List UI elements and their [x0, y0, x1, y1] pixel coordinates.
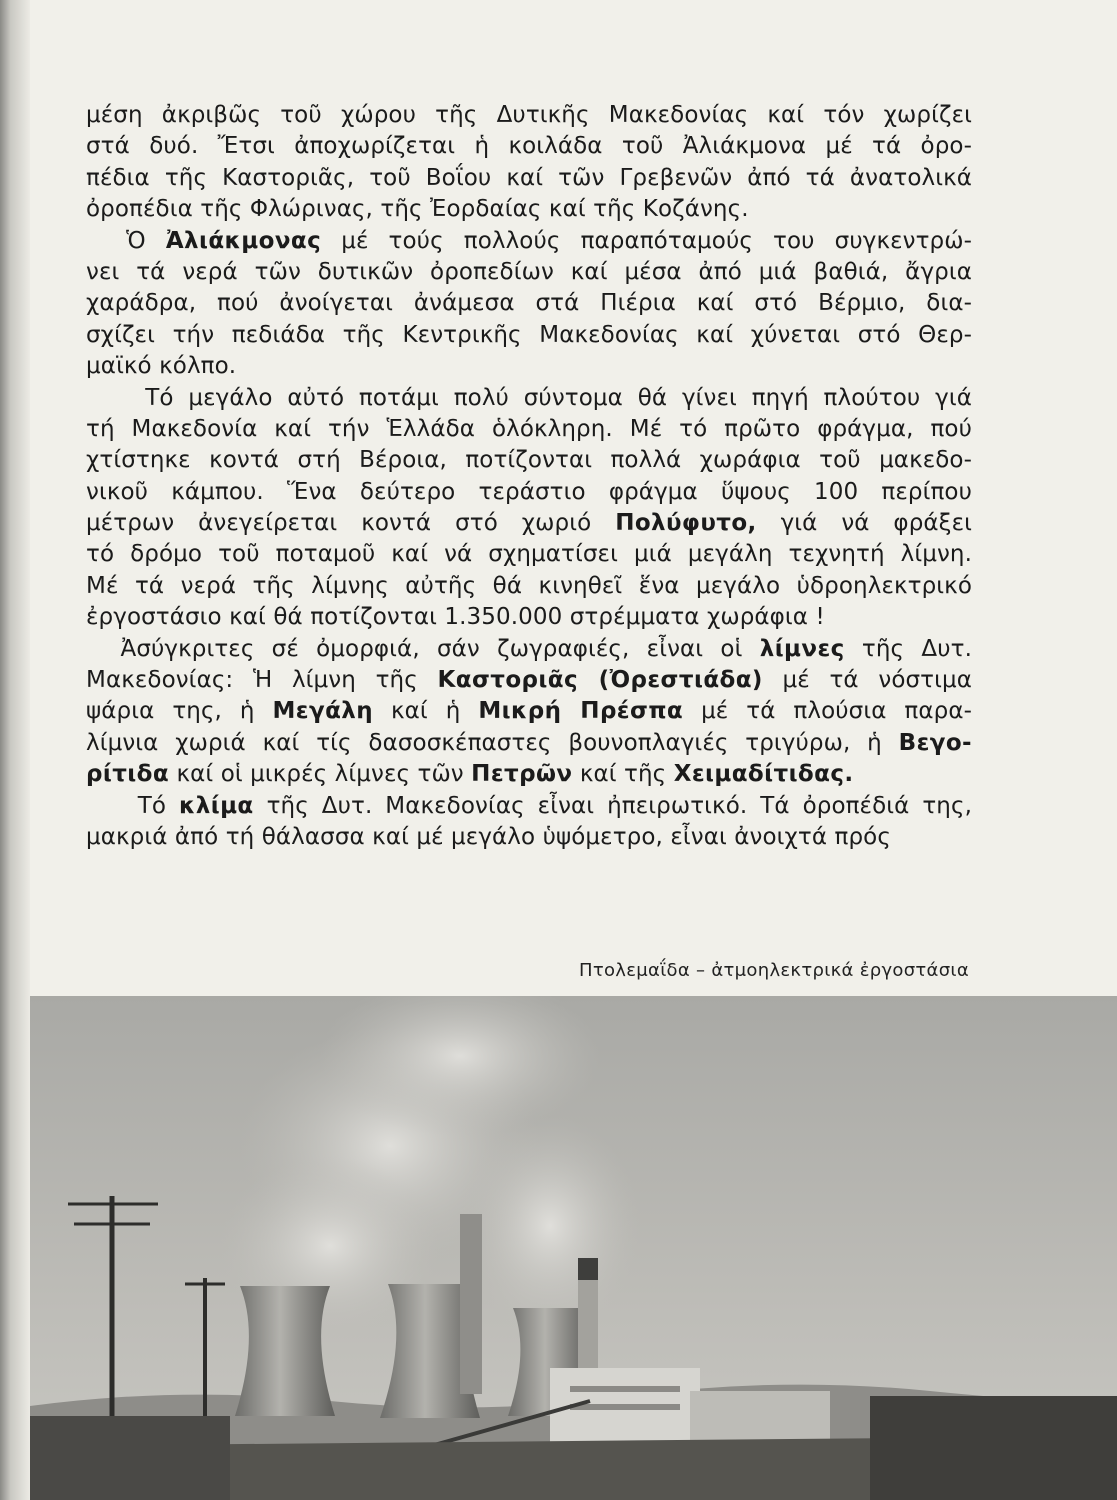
bold-term: Χειμαδίτιδας.: [673, 761, 854, 788]
text-line: [86, 351, 972, 382]
text-run: τό δρόμο τοῦ ποταμοῦ καί νά σχηματίσει μιά μεγάλη τεχνητή λίμνη.: [86, 541, 972, 568]
text-line: [86, 822, 972, 853]
text-run: στά δυό. Ἔτσι ἀποχωρίζεται ἡ κοιλάδα τοῦ Ἀλιάκμονα μέ τά ὀρο-: [86, 133, 972, 160]
text-run: μέση ἀκριβῶς τοῦ χώρου τῆς Δυτικῆς Μακεδονίας καί τόν χωρίζει: [86, 102, 972, 128]
text-run: ψάρια της, ἡ: [86, 698, 273, 725]
text-run: μέτρων ἀνεγείρεται κοντά στό χωριό: [86, 510, 616, 537]
text-line: [86, 383, 972, 414]
text-run: τῆς Δυτ.: [844, 635, 972, 662]
text-run: τή Μακεδονία καί τήν Ἑλλάδα ὁλόκληρη. Μέ τό πρῶτο φράγμα, πού: [86, 415, 972, 442]
text-line: [86, 602, 972, 633]
bold-term: Πολύφυτο,: [615, 510, 757, 537]
text-line: [86, 445, 972, 476]
bold-term: λίμνες: [759, 635, 845, 662]
text-line: [86, 194, 972, 225]
text-line: [86, 257, 972, 288]
text-line: [86, 163, 972, 194]
text-line: [86, 759, 972, 790]
body-text: [86, 100, 972, 853]
bold-term: Καστοριᾶς (Ὀρεστιάδα): [437, 667, 763, 694]
text-run: μαϊκό κόλπο.: [86, 353, 237, 380]
text-line: [86, 288, 972, 319]
text-line: [86, 696, 972, 727]
text-run: καί τῆς: [572, 761, 674, 788]
bold-term: Μεγάλη: [272, 698, 374, 725]
text-run: μέ τά νόστιμα: [762, 667, 972, 694]
bold-term: Μικρή Πρέσπα: [478, 698, 684, 725]
bold-term: κλίμα: [179, 792, 254, 819]
text-run: καί ἡ: [373, 698, 479, 725]
text-line: [86, 131, 972, 162]
bold-term: Πετρῶν: [471, 761, 573, 788]
text-run: ἐργοστάσιο καί θά ποτίζονται 1.350.000 στρέμματα χωράφια !: [86, 604, 825, 631]
text-run: νικοῦ κάμπου. Ἕνα δεύτερο τεράστιο φράγμα ὕψους 100 περίπου: [86, 478, 972, 505]
text-line: [86, 477, 972, 508]
text-run: Μακεδονίας: Ἡ λίμνη τῆς: [86, 667, 438, 694]
text-run: χαράδρα, πού ἀνοίγεται ἀνάμεσα στά Πιέρια καί στό Βέρμιο, δια-: [86, 290, 972, 317]
text-run: μέ τούς πολλούς παραπόταμούς του συγκεντρώ-: [321, 227, 972, 254]
text-run: πέδια τῆς Καστοριᾶς, τοῦ Βοΐου καί τῶν Γρεβενῶν ἀπό τά ἀνατολικά: [86, 164, 972, 191]
page-binding-edge: [0, 0, 30, 1500]
photo-caption: Πτολεμαΐδα – ἀτμοηλεκτρικά ἐργοστάσια: [578, 960, 969, 981]
text-line: [86, 791, 972, 822]
text-line: [86, 414, 972, 445]
text-run: χτίστηκε κοντά στή Βέροια, ποτίζονται πολλά χωράφια τοῦ μακεδο-: [86, 447, 972, 474]
text-line: [86, 100, 972, 131]
bold-term: Βεγο-: [898, 729, 972, 756]
text-run: ὀροπέδια τῆς Φλώρινας, τῆς Ἐορδαίας καί τῆς Κοζάνης.: [86, 196, 749, 223]
text-line: [86, 728, 972, 759]
text-run: μακριά ἀπό τή θάλασσα καί μέ μεγάλο ὑψόμετρο, εἶναι ἀνοιχτά πρός: [86, 823, 891, 850]
text-run: νει τά νερά τῶν δυτικῶν ὀροπεδίων καί μέσα ἀπό μιά βαθιά, ἄγρια: [86, 258, 972, 285]
text-line: [86, 320, 972, 351]
bold-term: Ἀλιάκμονας: [165, 227, 322, 254]
text-run: Τό: [86, 792, 180, 819]
text-line: [86, 571, 972, 602]
power-plant-photo: [30, 996, 1117, 1500]
bold-term: ρίτιδα: [86, 761, 170, 788]
text-run: γιά νά φράξει: [756, 510, 972, 537]
text-run: Ἀσύγκριτες σέ ὀμορφιά, σάν ζωγραφιές, εἶναι οἱ: [86, 635, 760, 662]
text-run: Ὁ: [86, 227, 166, 254]
text-line: [86, 634, 972, 665]
text-line: [86, 539, 972, 570]
text-run: μέ τά πλούσια παρα-: [683, 698, 972, 725]
text-line: [86, 508, 972, 539]
text-line: [86, 665, 972, 696]
text-run: καί οἱ μικρές λίμνες τῶν: [169, 761, 472, 788]
text-run: λίμνια χωριά καί τίς δασοσκέπαστες βουνοπλαγιές τριγύρω, ἡ: [86, 729, 899, 756]
text-line: [86, 226, 972, 257]
text-run: Τό μεγάλο αὐτό ποτάμι πολύ σύντομα θά γίνει πηγή πλούτου γιά: [86, 384, 972, 411]
text-run: σχίζει τήν πεδιάδα τῆς Κεντρικῆς Μακεδονίας καί χύνεται στό Θερ-: [86, 321, 972, 348]
text-run: Μέ τά νερά τῆς λίμνης αὐτῆς θά κινηθεῖ ἕνα μεγάλο ὑδροηλεκτρικό: [86, 572, 972, 599]
text-run: τῆς Δυτ. Μακεδονίας εἶναι ἠπειρωτικό. Τά ὀροπέδιά της,: [253, 792, 972, 819]
